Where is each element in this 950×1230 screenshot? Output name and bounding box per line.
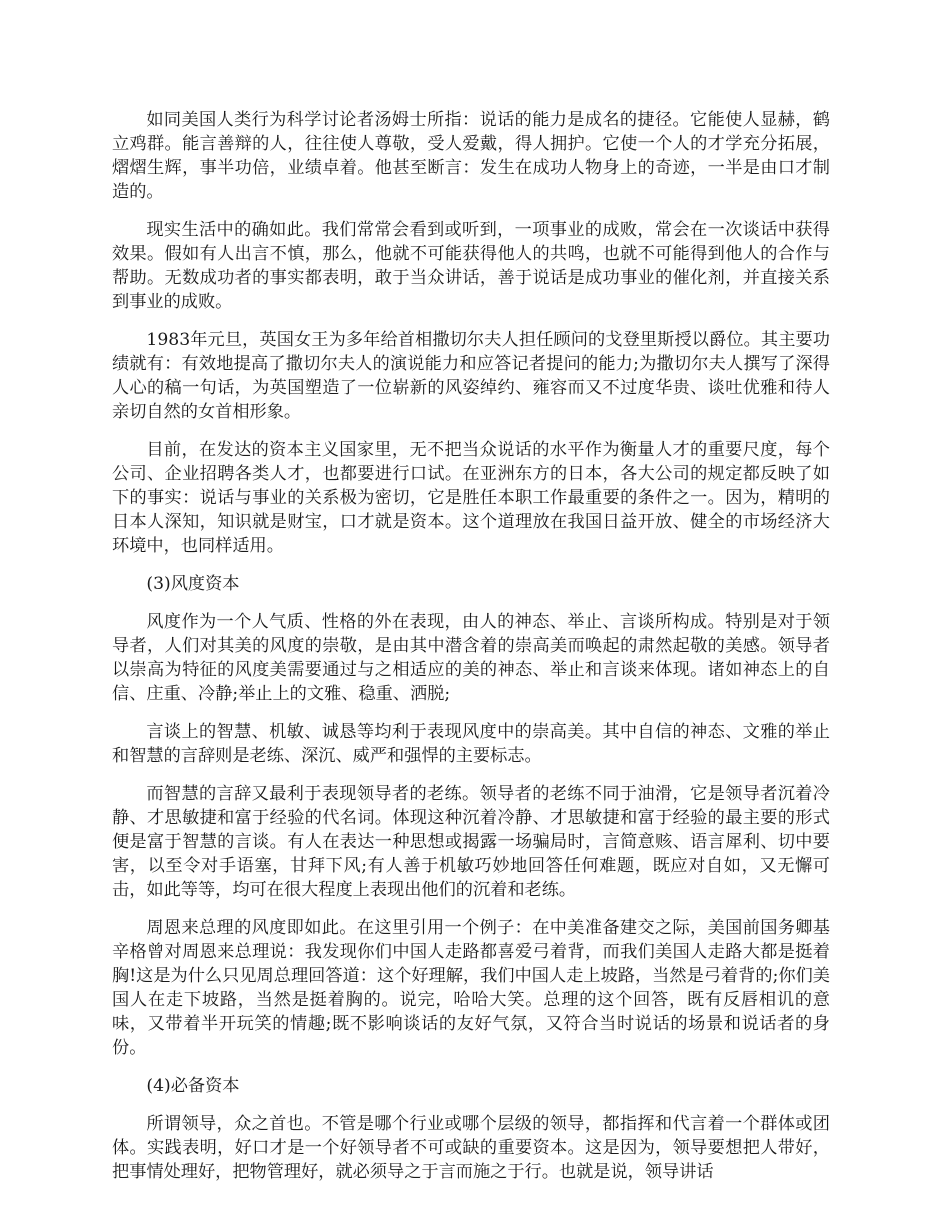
paragraph-speech-wisdom: 言谈上的智慧、机敏、诚恳等均利于表现风度中的崇高美。其中自信的神态、文雅的举止和智慧的言辞则是老练、深沉、威严和强悍的主要标志。	[112, 722, 830, 766]
section-heading-demeanor-capital: (3)风度资本	[146, 574, 240, 594]
paragraph-zhou-enlai-example: 周恩来总理的风度即如此。在这里引用一个例子：在中美准备建交之际，美国前国务卿基辛格曾对周恩来总理说：我发现你们中国人走路都喜爱弓着背，而我们美国人走路大都是挺着胸!这是为什么只见周总理回答道：这个好理解，我们中国人走上坡路，当然是弓着背的;你们美国人在走下坡路，当然是挺着胸的。说完，哈哈大笑。总理的这个回答，既有反唇相讥的意味，又带着半开玩笑的情趣;既不影响谈话的友好气氛，又符合当时说话的场景和说话者的身份。	[112, 918, 830, 1058]
paragraph-leadership-eloquence: 所谓领导，众之首也。不管是哪个行业或哪个层级的领导，都指挥和代言着一个群体或团体。实践表明，好口才是一个好领导者不可或缺的重要资本。这是因为，领导要想把人带好，把事情处理好，把物管理好，就必须导之于言而施之于行。也就是说，领导讲话	[112, 1114, 830, 1182]
paragraph-leader-composure: 而智慧的言辞又最利于表现领导者的老练。领导者的老练不同于油滑，它是领导者沉着冷静、才思敏捷和富于经验的代名词。体现这种沉着冷静、才思敏捷和富于经验的最主要的形式便是富于智慧的言谈。有人在表达一种思想或揭露一场骗局时，言简意赅、语言犀利、切中要害，以至令对手语塞，甘拜下风;有人善于机敏巧妙地回答任何难题，既应对自如，又无懈可击，如此等等，均可在很大程度上表现出他们的沉着和老练。	[112, 784, 830, 900]
paragraph-real-life-success: 现实生活中的确如此。我们常常会看到或听到，一项事业的成败，常会在一次谈话中获得效果。假如有人出言不慎，那么，他就不可能获得他人的共鸣，也就不可能得到他人的合作与帮助。无数成功者的事实都表明，敢于当众讲话，善于说话是成功事业的催化剂，并直接关系到事业的成败。	[112, 220, 830, 312]
document-body	[112, 108, 830, 1198]
paragraph-eloquence-path-to-fame: 如同美国人类行为科学讨论者汤姆士所指：说话的能力是成名的捷径。它能使人显赫，鹤立鸡群。能言善辩的人，往往使人尊敬，受人爱戴，得人拥护。它使一个人的才学充分拓展，熠熠生辉，事半功倍，业绩卓着。他甚至断言：发生在成功人物身上的奇迹，一半是由口才制造的。	[112, 110, 830, 202]
paragraph-thatcher-adviser: 1983年元旦，英国女王为多年给首相撒切尔夫人担任顾问的戈登里斯授以爵位。其主要功绩就有：有效地提高了撒切尔夫人的演说能力和应答记者提问的能力;为撒切尔夫人撰写了深得人心的稿一句话，为英国塑造了一位崭新的风姿绰约、雍容而又不过度华贵、谈吐优雅和待人亲切自然的女首相形象。	[112, 330, 830, 422]
section-heading-essential-capital: (4)必备资本	[146, 1076, 240, 1096]
paragraph-demeanor-definition: 风度作为一个人气质、性格的外在表现，由人的神态、举止、言谈所构成。特别是对于领导者，人们对其美的风度的崇敬，是由其中潜含着的崇高美而唤起的肃然起敬的美感。领导者以崇高为特征的风度美需要通过与之相适应的美的神态、举止和言谈来体现。诸如神态上的自信、庄重、冷静;举止上的文雅、稳重、洒脱;	[112, 612, 830, 704]
paragraph-oral-exam-standard: 目前，在发达的资本主义国家里，无不把当众说话的水平作为衡量人才的重要尺度，每个公司、企业招聘各类人才，也都要进行口试。在亚洲东方的日本，各大公司的规定都反映了如下的事实：说话与事业的关系极为密切，它是胜任本职工作最重要的条件之一。因为，精明的日本人深知，知识就是财宝，口才就是资本。这个道理放在我国日益开放、健全的市场经济大环境中，也同样适用。	[112, 440, 830, 556]
